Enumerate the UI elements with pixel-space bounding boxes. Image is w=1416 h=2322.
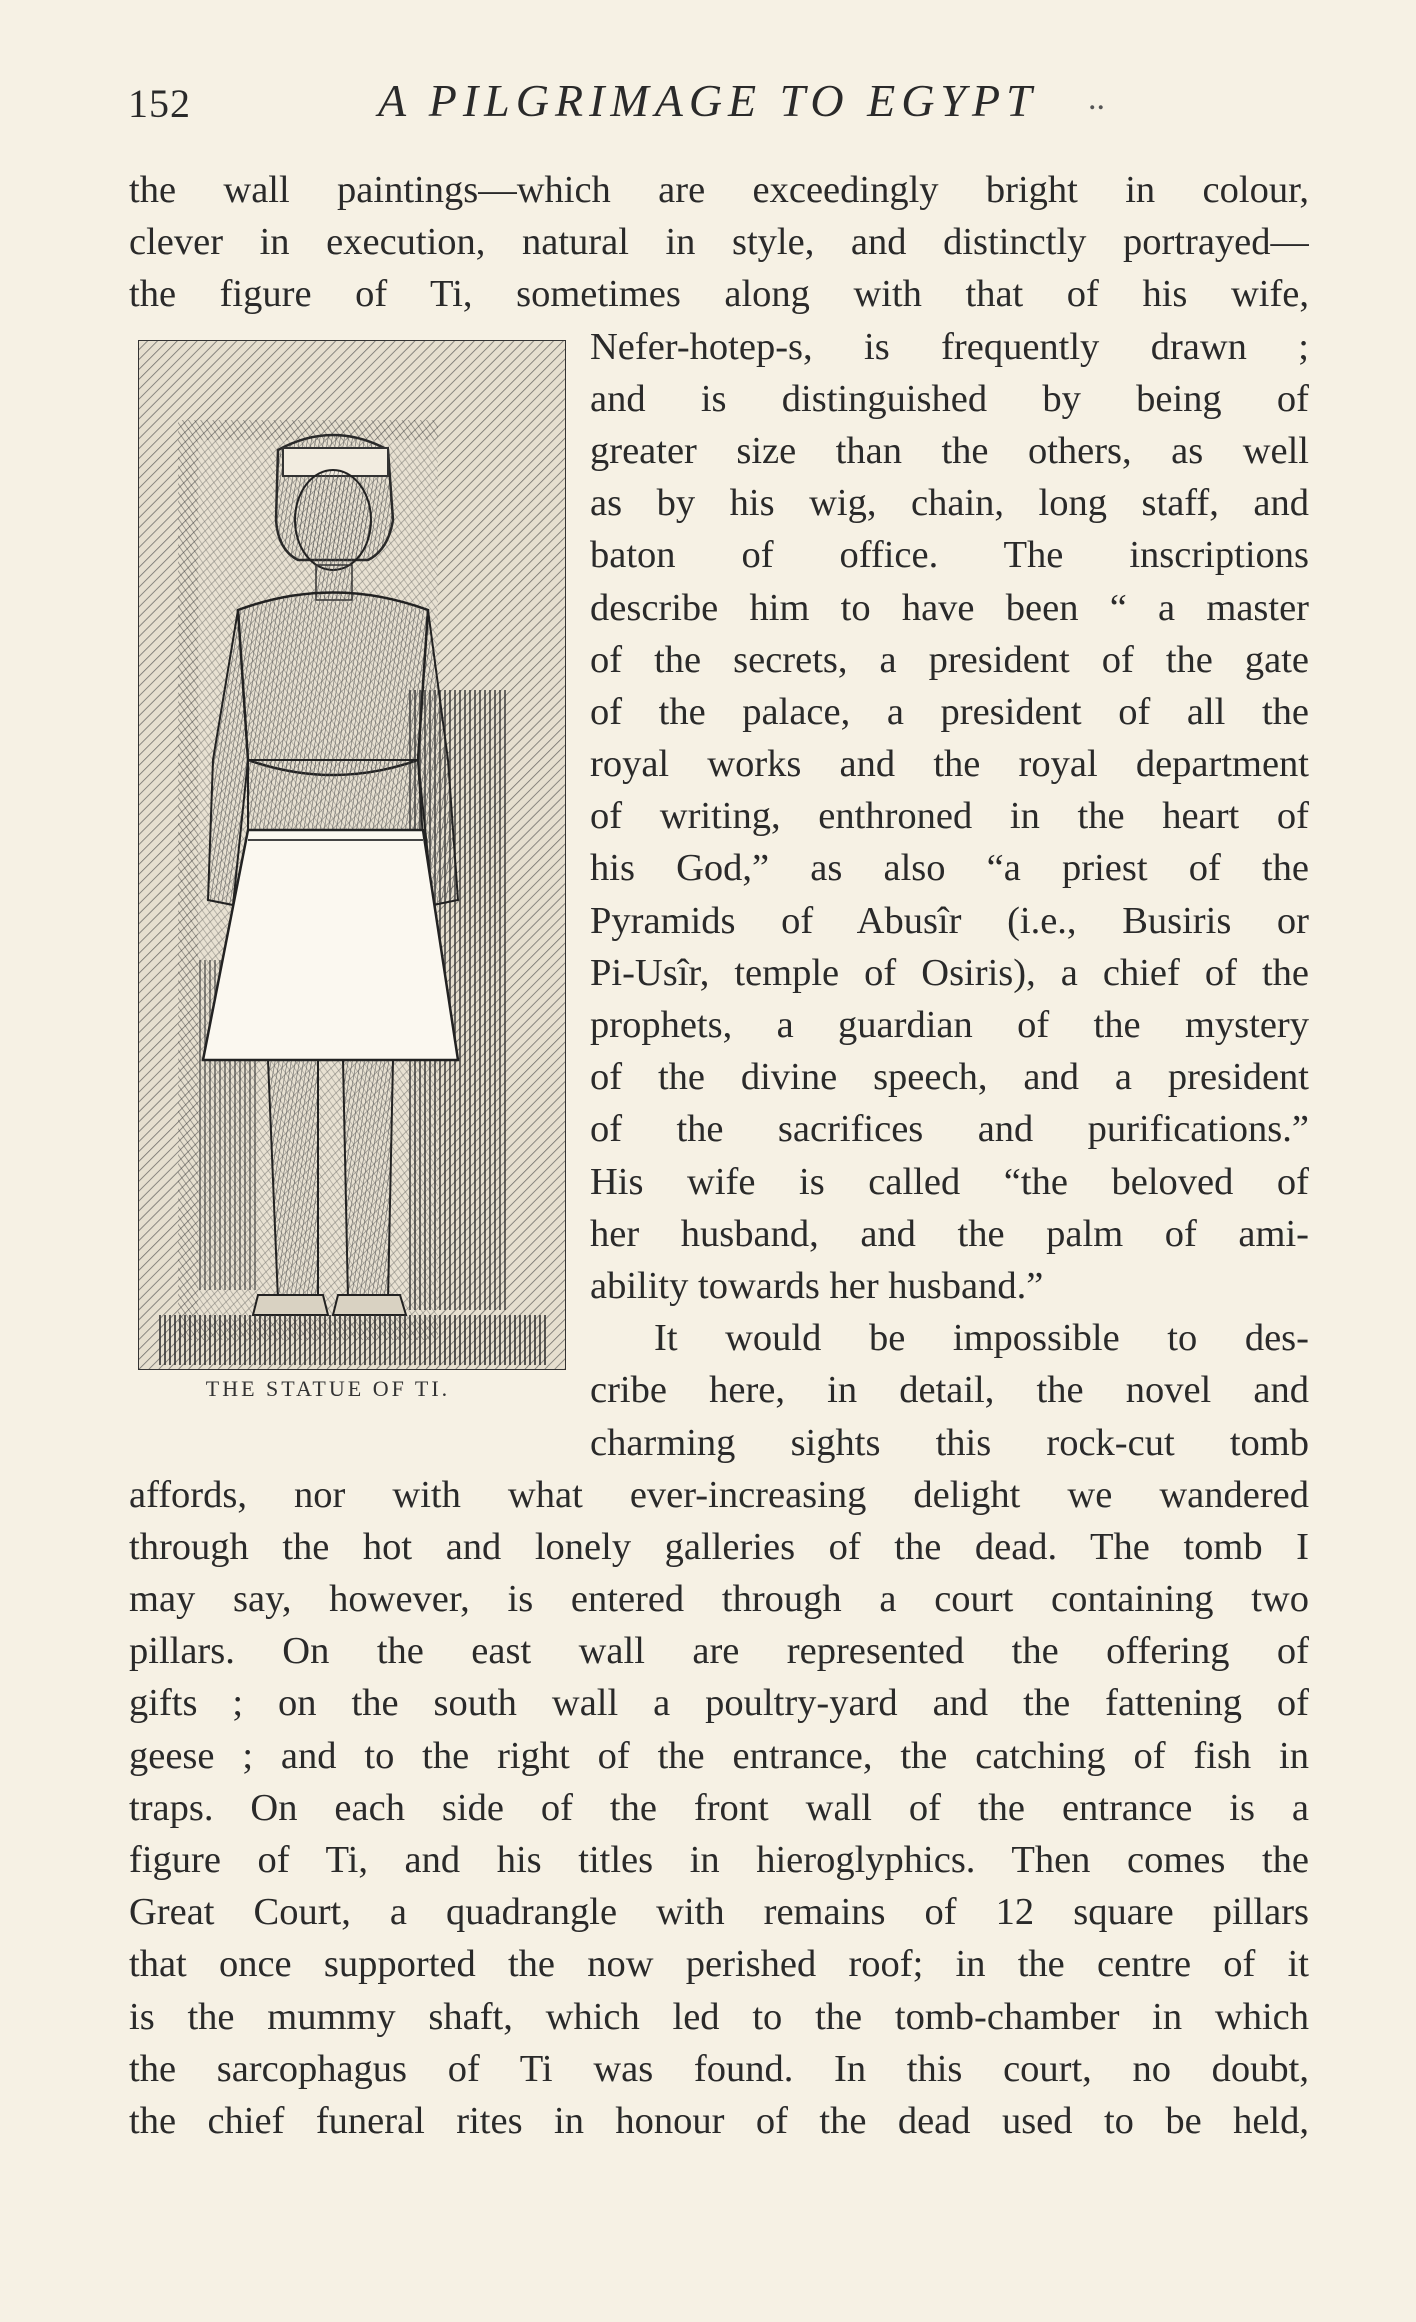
text-line: describe him to have been “ a master: [590, 586, 1309, 629]
text-line: baton of office. The inscriptions: [590, 534, 1309, 577]
text-line: as by his wig, chain, long staff, and: [590, 482, 1309, 525]
text-line: is the mummy shaft, which led to the tomb-chamber in which: [129, 1995, 1309, 2038]
text-line: Great Court, a quadrangle with remains of 12 square pillars: [129, 1891, 1309, 1934]
text-line: gifts ; on the south wall a poultry-yard and the fattening of: [129, 1682, 1309, 1725]
text-beside-figure: [129, 321, 1309, 1469]
text-line: pillars. On the east wall are represented the offering of: [129, 1630, 1309, 1673]
text-line: Pi-Usîr, temple of Osiris), a chief of the: [590, 951, 1309, 994]
paragraph-top: [129, 164, 1309, 321]
text-line: Nefer-hotep-s, is frequently drawn ;: [590, 325, 1309, 368]
text-line: his God,” as also “a priest of the: [590, 847, 1309, 890]
text-line: figure of Ti, and his titles in hieroglyphics. Then comes the: [129, 1839, 1309, 1881]
text-line: of the palace, a president of all the: [590, 690, 1309, 733]
text-line: greater size than the others, as well: [590, 429, 1309, 472]
running-head-mark: ..: [1088, 80, 1105, 117]
text-line: the chief funeral rites in honour of the dead used to be held,: [129, 2099, 1309, 2142]
text-line: the sarcophagus of Ti was found. In this court, no doubt,: [129, 2047, 1309, 2090]
text-line: her husband, and the palm of ami-: [590, 1212, 1309, 1255]
text-line: and is distinguished by being of: [590, 377, 1309, 420]
text-line: the figure of Ti, sometimes along with that of his wife,: [129, 273, 1309, 316]
text-line: ability towards her husband.”: [590, 1264, 1044, 1307]
text-line: geese ; and to the right of the entrance, the catching of fish in: [129, 1734, 1309, 1777]
text-line: of writing, enthroned in the heart of: [590, 795, 1309, 838]
text-line: prophets, a guardian of the mystery: [590, 1004, 1309, 1046]
paragraph-bottom: [129, 1469, 1309, 2147]
text-line: clever in execution, natural in style, and distinctly portrayed—: [129, 221, 1309, 264]
body-text: [129, 164, 1309, 2147]
text-line: of the divine speech, and a president: [590, 1056, 1309, 1099]
text-line: of the sacrifices and purifications.”: [590, 1108, 1309, 1151]
text-line: the wall paintings—which are exceedingly bright in colour,: [129, 169, 1309, 211]
text-line: His wife is called “the beloved of: [590, 1160, 1309, 1203]
text-line: royal works and the royal department: [590, 743, 1309, 786]
text-line: cribe here, in detail, the novel and: [590, 1369, 1309, 1412]
figure-caption: THE STATUE OF TI.: [205, 1376, 451, 1401]
text-line: may say, however, is entered through a court containing two: [129, 1578, 1309, 1621]
text-line: Pyramids of Abusîr (i.e., Busiris or: [590, 899, 1309, 942]
text-line: charming sights this rock-cut tomb: [590, 1421, 1309, 1464]
page-number: 152: [128, 81, 191, 126]
text-line: It would be impossible to des-: [654, 1317, 1309, 1360]
text-line: through the hot and lonely galleries of the dead. The tomb I: [129, 1525, 1309, 1568]
running-title: A PILGRIMAGE TO EGYPT: [378, 75, 1038, 126]
text-line: affords, nor with what ever-increasing delight we wandered: [129, 1473, 1309, 1516]
text-line: of the secrets, a president of the gate: [590, 638, 1309, 681]
text-line: traps. On each side of the front wall of the entrance is a: [129, 1786, 1309, 1829]
running-head: [128, 74, 1288, 134]
text-line: that once supported the now perished roof; in the centre of it: [129, 1943, 1309, 1986]
